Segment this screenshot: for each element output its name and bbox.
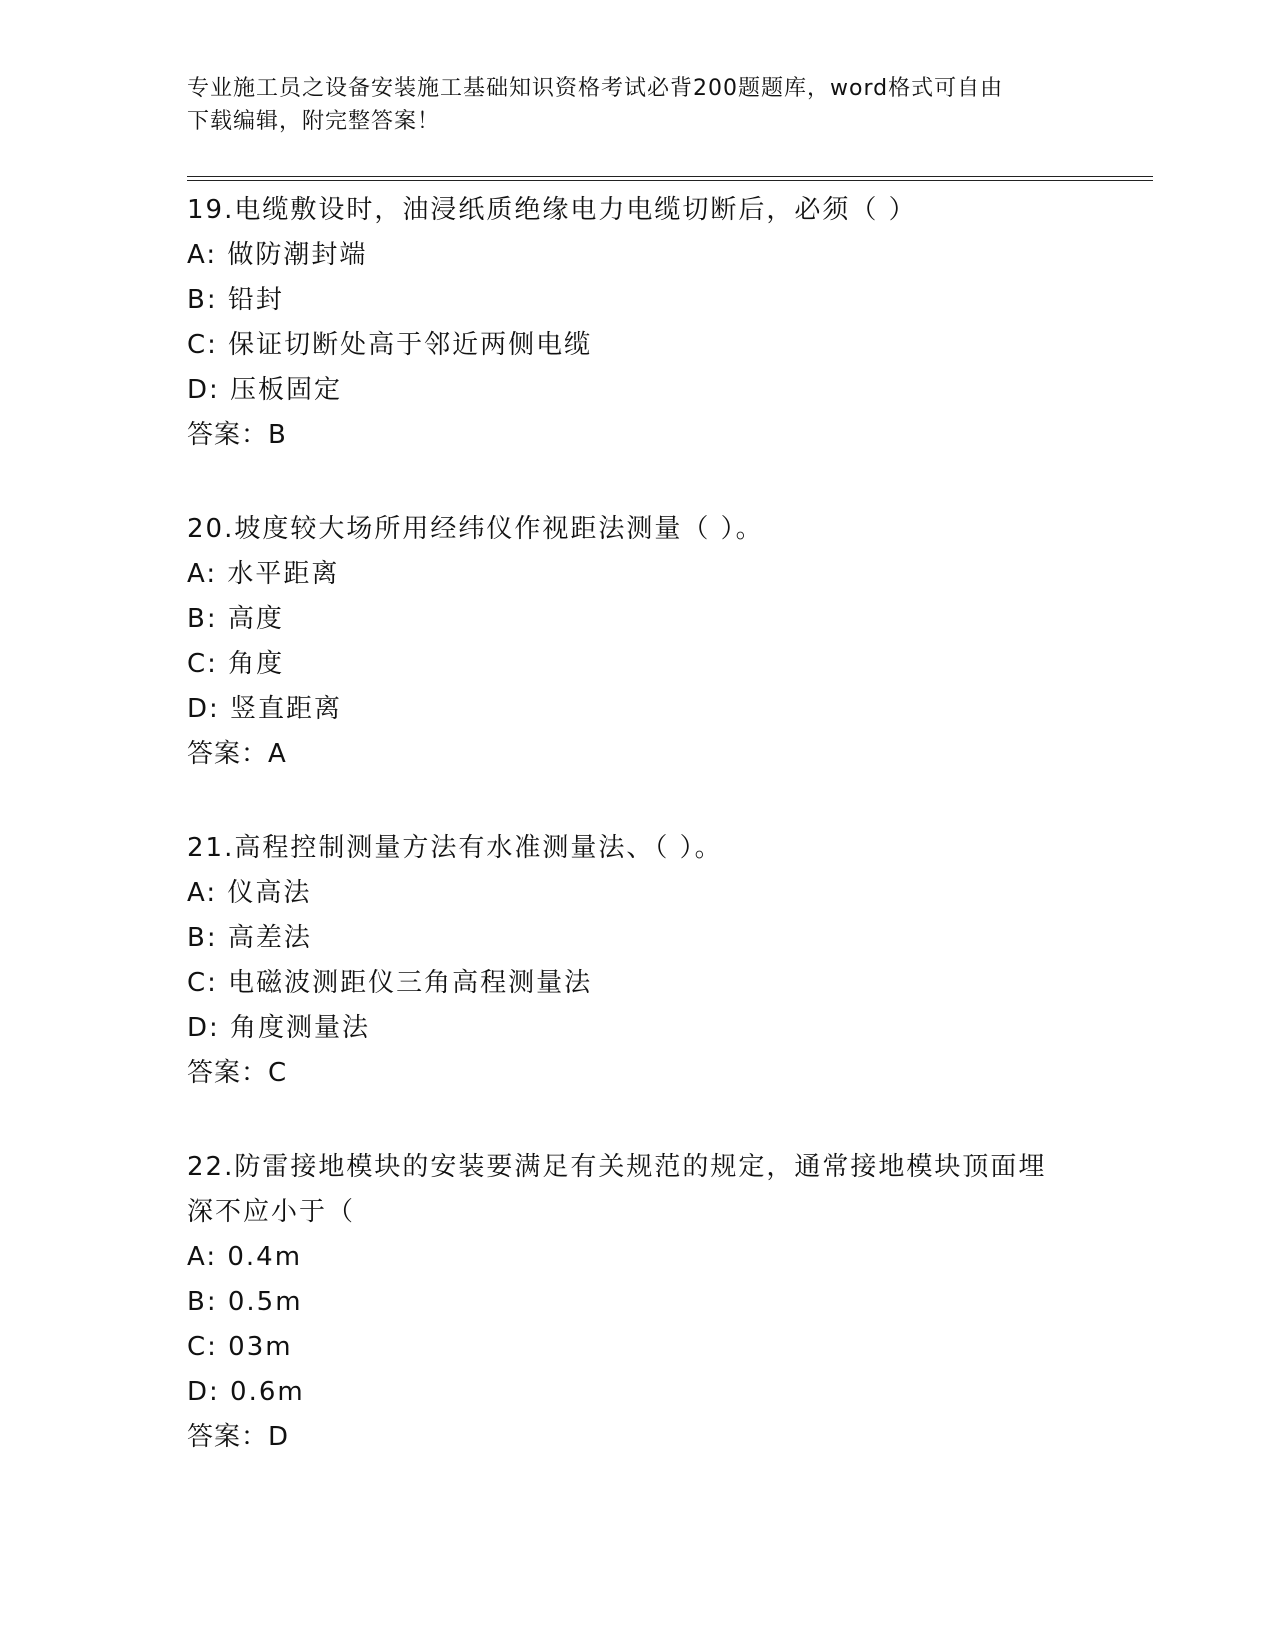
question-stem: 20.坡度较大场所用经纬仪作视距法测量（ ）。 xyxy=(187,514,764,544)
answer: 答案：B xyxy=(187,420,287,450)
header-divider-top xyxy=(187,176,1153,177)
question-20 xyxy=(187,507,1087,777)
question-19 xyxy=(187,188,1087,458)
option-b: B: 铅封 xyxy=(187,285,284,315)
option-b: B: 0.5m xyxy=(187,1287,303,1317)
option-c: C: 保证切断处高于邻近两侧电缆 xyxy=(187,330,593,360)
question-22 xyxy=(187,1145,1087,1460)
option-a: A: 0.4m xyxy=(187,1242,303,1272)
option-a: A: 仪高法 xyxy=(187,878,312,908)
header-divider-bottom xyxy=(187,180,1153,181)
option-c: C: 角度 xyxy=(187,649,285,679)
option-b: B: 高差法 xyxy=(187,923,312,953)
option-d: D: 竖直距离 xyxy=(187,694,343,724)
answer: 答案：D xyxy=(187,1422,290,1452)
option-d: D: 0.6m xyxy=(187,1377,305,1407)
question-stem: 19.电缆敷设时，油浸纸质绝缘电力电缆切断后，必须（ ） xyxy=(187,195,917,225)
question-21 xyxy=(187,826,1087,1096)
question-stem-line-2: 深不应小于（ xyxy=(187,1197,356,1227)
question-stem-line-1: 22.防雷接地模块的安装要满足有关规范的规定，通常接地模块顶面埋 xyxy=(187,1152,1047,1182)
question-stem: 21.高程控制测量方法有水准测量法、（ ）。 xyxy=(187,833,723,863)
header-line-1: 专业施工员之设备安装施工基础知识资格考试必背200题题库，word格式可自由 xyxy=(187,76,1004,101)
option-b: B: 高度 xyxy=(187,604,284,634)
option-d: D: 角度测量法 xyxy=(187,1013,371,1043)
header-line-2: 下载编辑，附完整答案！ xyxy=(187,109,441,134)
answer: 答案：A xyxy=(187,739,287,769)
option-c: C: 电磁波测距仪三角高程测量法 xyxy=(187,968,593,998)
option-d: D: 压板固定 xyxy=(187,375,343,405)
document-header xyxy=(187,72,1067,138)
option-c: C: 03m xyxy=(187,1332,293,1362)
option-a: A: 做防潮封端 xyxy=(187,240,368,270)
option-a: A: 水平距离 xyxy=(187,559,340,589)
answer: 答案：C xyxy=(187,1058,288,1088)
